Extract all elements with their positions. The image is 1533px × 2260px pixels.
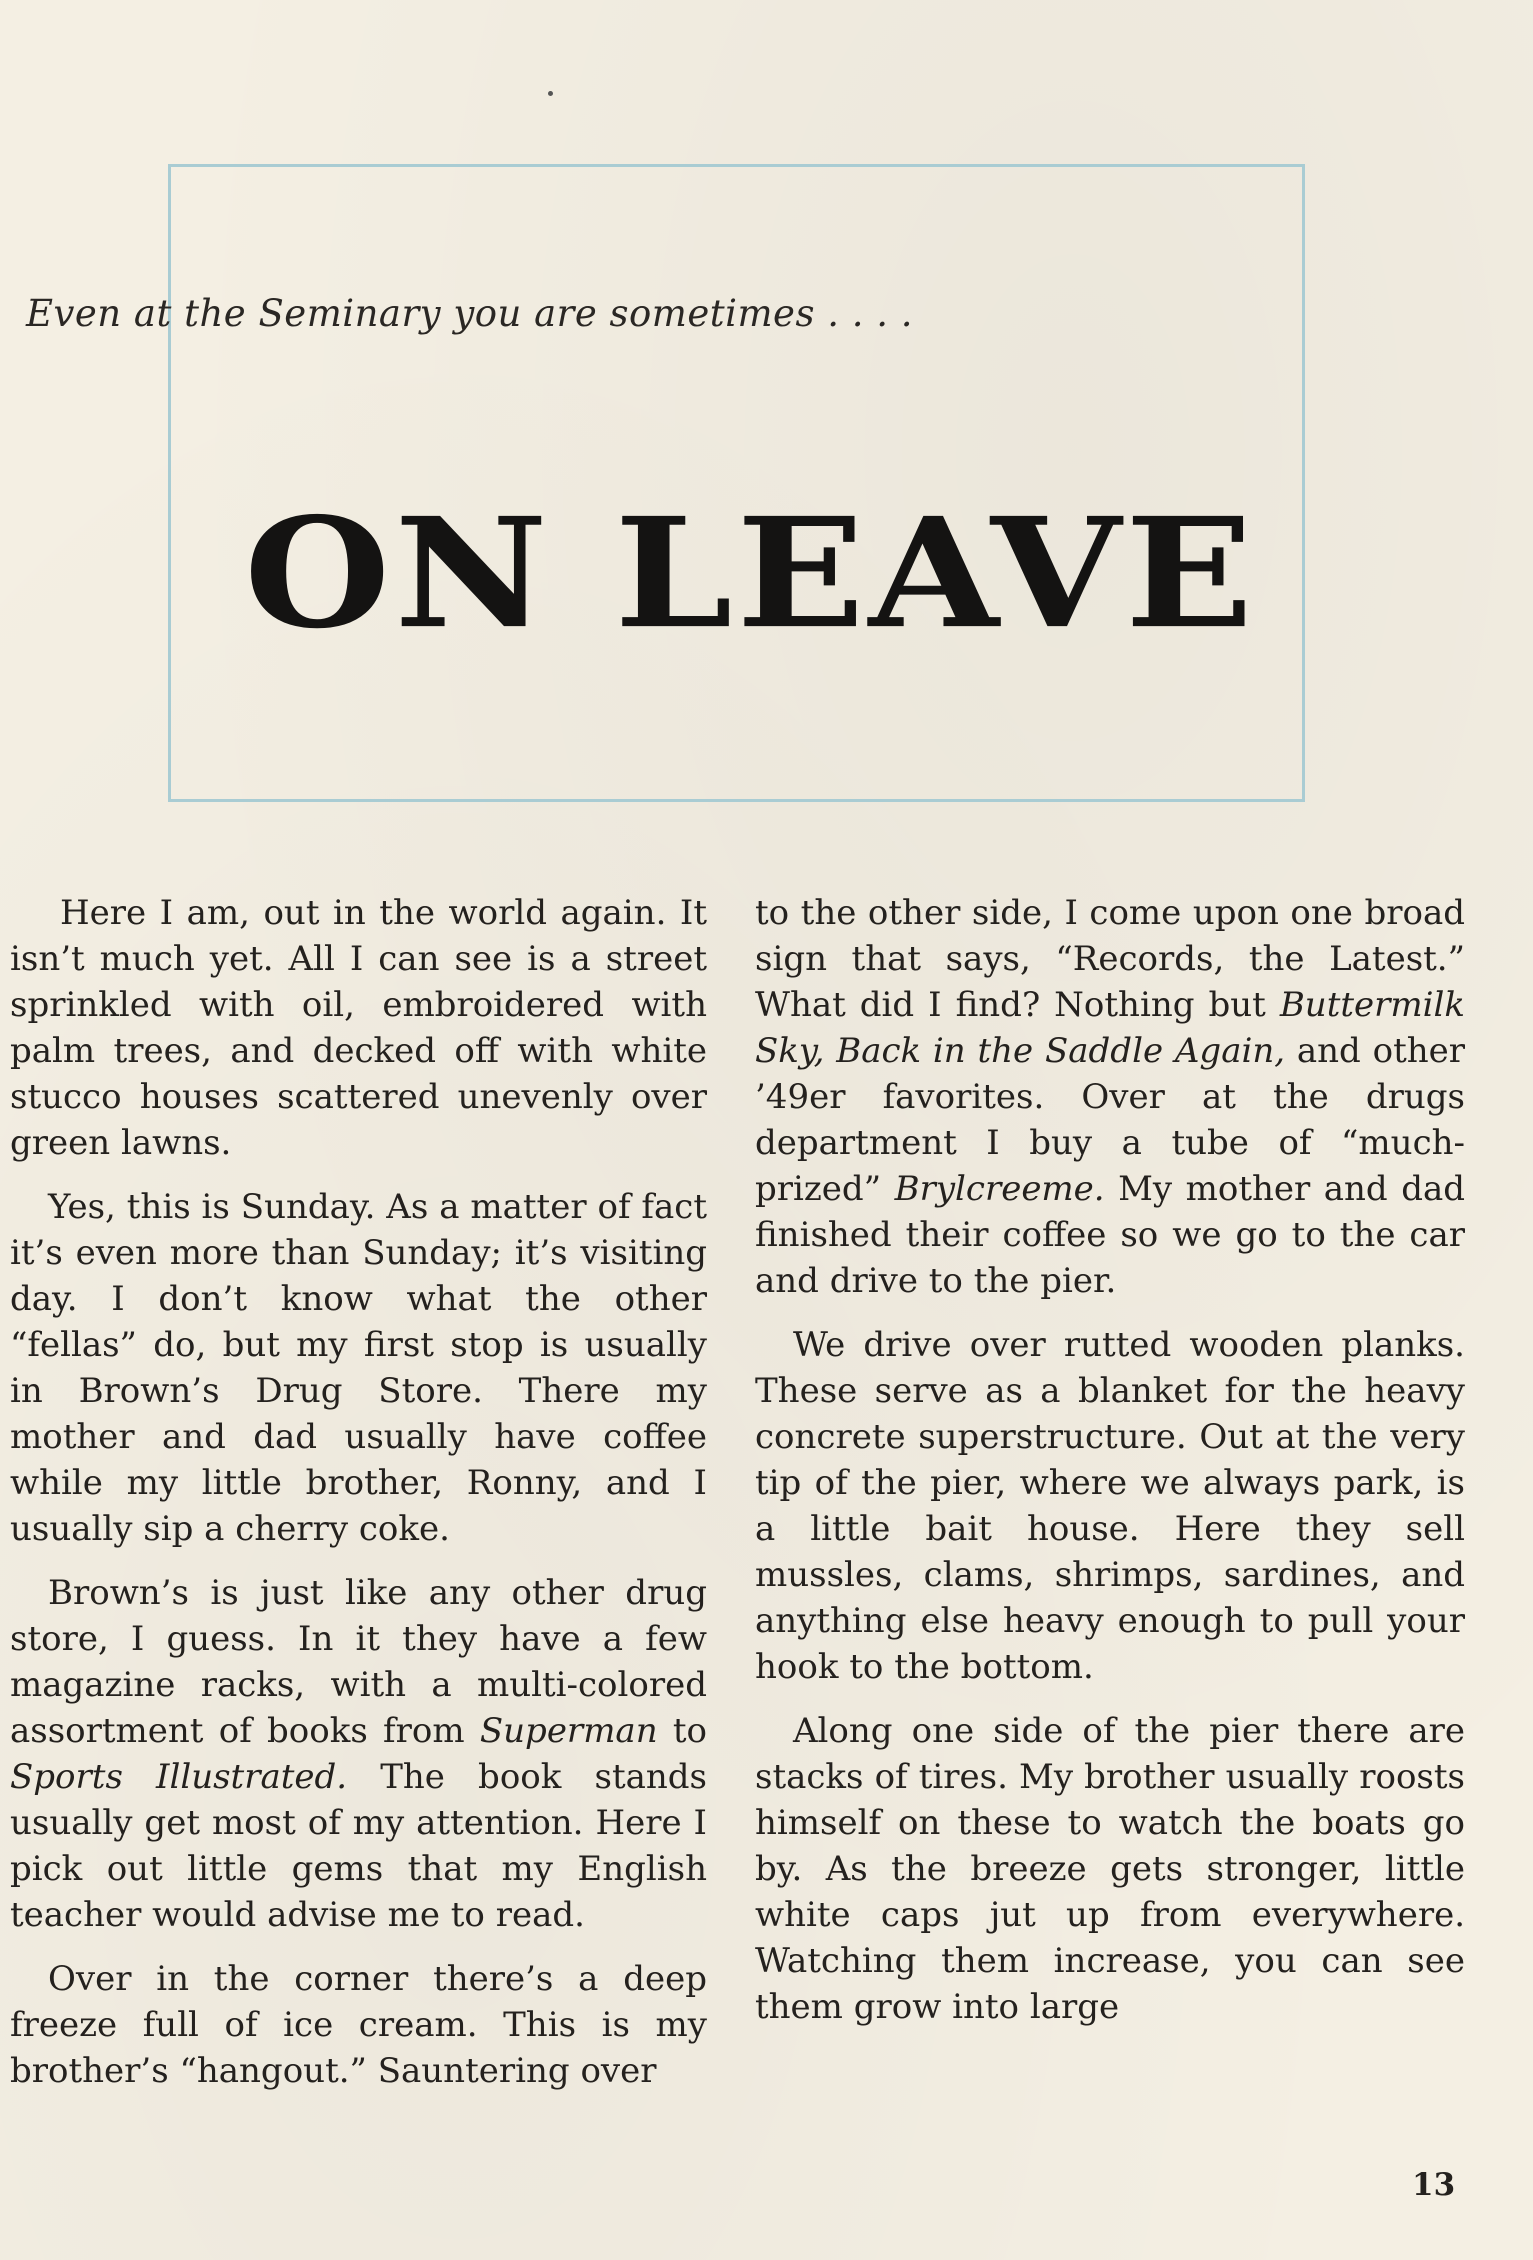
- title-reference: Buttermilk Sky, Back in the Saddle Again,: [755, 985, 1465, 1071]
- paragraph-text: to: [657, 1711, 707, 1751]
- paragraph-text: Over in the corner there’s a deep freeze full of ice cream. This is my brother’s “hangout.” Sauntering over: [10, 1959, 707, 2091]
- title-reference: Brylcreeme.: [894, 1169, 1105, 1209]
- paragraph-text: to the other side, I come upon one broad sign that says, “Records, the Latest.” What did I find? Nothing but: [755, 893, 1465, 1025]
- paragraph: [10, 890, 707, 1166]
- left-column: [10, 890, 707, 2112]
- paragraph-text: Along one side of the pier there are stacks of tires. My brother usually roosts himself on these to watch the boats go by. As the breeze gets stronger, little white caps jut up from everywhere. Watching them increase, you can see them grow into large: [755, 1711, 1465, 2027]
- paragraph-text: We drive over rutted wooden planks. These serve as a blanket for the heavy concrete superstructure. Out at the very tip of the pier, where we always park, is a little bait house. Here they sell mussles, clams, shrimps, sardines, and anything else heavy enough to pull your hook to the bottom.: [755, 1325, 1465, 1687]
- paragraph-text: Brown’s is just like any other drug store, I guess. In it they have a few magazine racks, with a multi-colored assortment of books from: [10, 1573, 707, 1751]
- title-reference: Superman: [479, 1711, 658, 1751]
- title-reference: Sports Illustrated.: [10, 1757, 348, 1797]
- ink-speck: [548, 91, 553, 96]
- paragraph: [10, 1570, 707, 1938]
- paragraph: [755, 890, 1465, 1304]
- paragraph: [10, 1956, 707, 2094]
- paragraph: [10, 1184, 707, 1552]
- paragraph-text: My mother and dad finished their coffee so we go to the car and drive to the pier.: [755, 1169, 1465, 1301]
- page-number: 13: [1412, 2167, 1456, 2203]
- paragraph-text: Yes, this is Sunday. As a matter of fact it’s even more than Sunday; it’s visiting day. I don’t know what the other “fellas” do, but my first stop is usually in Brown’s Drug Store. There my mother and dad usually have coffee while my little brother, Ronny, and I usually sip a cherry coke.: [10, 1187, 707, 1549]
- article-title: ON LEAVE: [244, 483, 1258, 663]
- paragraph-text: and other ’49er favorites. Over at the drugs department I buy a tube of “much-prized”: [755, 1031, 1465, 1209]
- paragraph: [755, 1708, 1465, 2030]
- paragraph: [755, 1322, 1465, 1690]
- article-subtitle: Even at the Seminary you are sometimes . . . .: [26, 292, 914, 335]
- paragraph-text: The book stands usually get most of my attention. Here I pick out little gems that my English teacher would advise me to read.: [10, 1757, 707, 1935]
- right-column: [755, 890, 1465, 2048]
- paragraph-text: Here I am, out in the world again. It isn’t much yet. All I can see is a street sprinkled with oil, embroidered with palm trees, and decked off with white stucco houses scattered unevenly over green lawns.: [10, 893, 707, 1163]
